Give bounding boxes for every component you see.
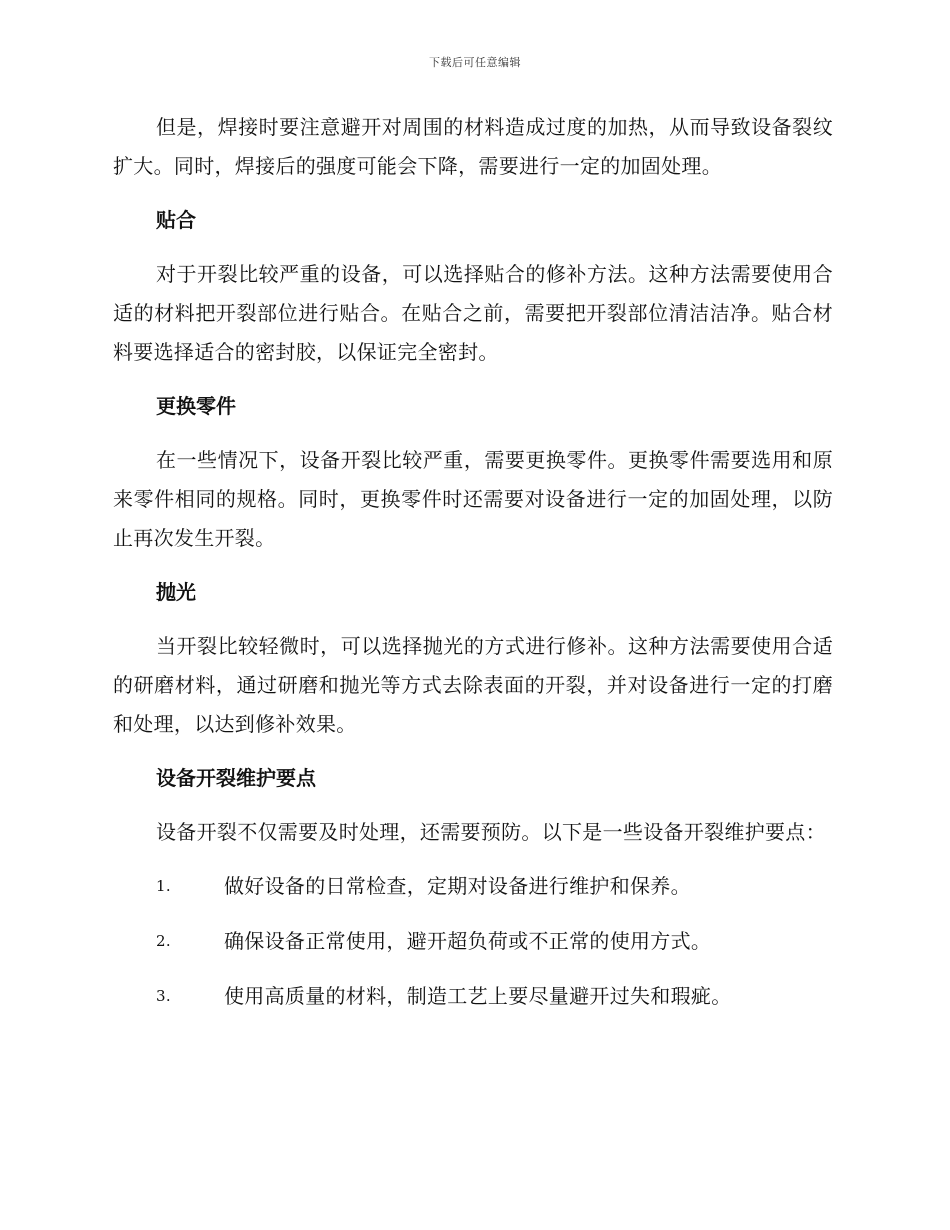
paragraph-welding-note: 但是，焊接时要注意避开对周围的材料造成过度的加热，从而导致设备裂纹扩大。同时，焊接后的强度可能会下降，需要进行一定的加固处理。: [113, 115, 833, 178]
paragraph-maintenance-intro: 设备开裂不仅需要及时处理，还需要预防。以下是一些设备开裂维护要点：: [156, 820, 826, 844]
list-item: [113, 977, 833, 1016]
heading-bonding: 贴合: [156, 208, 196, 232]
heading-replace-parts: 更换零件: [156, 394, 236, 418]
paragraph-polishing: 当开裂比较轻微时，可以选择抛光的方式进行修补。这种方法需要使用合适的研磨材料，通过研磨和抛光等方式去除表面的开裂，并对设备进行一定的打磨和处理，以达到修补效果。: [113, 634, 833, 736]
list-item-text: 确保设备正常使用，避开超负荷或不正常的使用方式。: [224, 929, 712, 953]
maintenance-list: [113, 867, 833, 1016]
list-item-number: 2.: [156, 932, 171, 950]
list-item: [113, 867, 833, 906]
paragraph-replace-parts: 在一些情况下，设备开裂比较严重，需要更换零件。更换零件需要选用和原来零件相同的规格。同时，更换零件时还需要对设备进行一定的加固处理，以防止再次发生开裂。: [113, 448, 833, 550]
paragraph-bonding: 对于开裂比较严重的设备，可以选择贴合的修补方法。这种方法需要使用合适的材料把开裂部位进行贴合。在贴合之前，需要把开裂部位清洁洁净。贴合材料要选择适合的密封胶，以保证完全密封。: [113, 262, 833, 364]
list-item-number: 1.: [156, 877, 171, 895]
list-item-number: 3.: [156, 987, 171, 1005]
document-body: [113, 108, 833, 1032]
list-item-text: 使用高质量的材料，制造工艺上要尽量避开过失和瑕疵。: [224, 984, 732, 1008]
heading-maintenance-points: 设备开裂维护要点: [156, 766, 316, 790]
list-item-text: 做好设备的日常检查，定期对设备进行维护和保养。: [224, 874, 691, 898]
heading-polishing: 抛光: [156, 580, 196, 604]
list-item: [113, 922, 833, 961]
page-header: 下载后可任意编辑: [429, 56, 521, 69]
